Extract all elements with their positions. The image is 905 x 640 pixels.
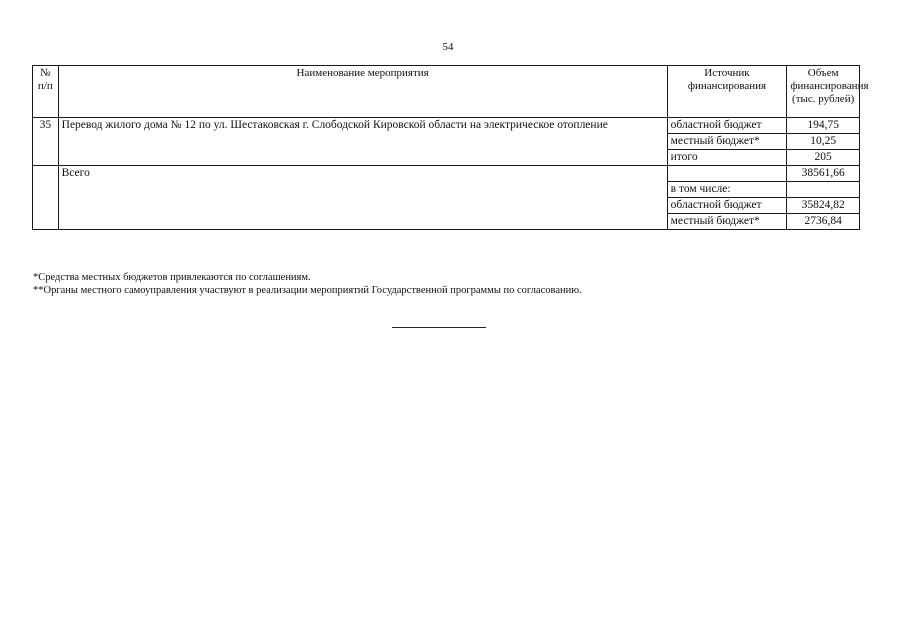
page-number: 54 — [442, 41, 454, 53]
header-name-label: Наименование мероприятия — [296, 67, 429, 79]
header-source — [667, 66, 787, 118]
header-amount — [787, 66, 869, 118]
funding-source: местный бюджет* — [667, 134, 787, 150]
funding-source — [667, 166, 787, 182]
header-number — [33, 66, 59, 118]
funding-source: местный бюджет* — [667, 214, 787, 230]
closing-rule — [392, 327, 486, 328]
total-number-cell — [33, 166, 59, 230]
row-number: 35 — [33, 118, 59, 166]
funding-amount — [787, 182, 860, 198]
funding-amount: 10,25 — [787, 134, 860, 150]
funding-amount: 194,75 — [787, 118, 860, 134]
funding-source: областной бюджет — [667, 198, 787, 214]
funding-amount: 2736,84 — [787, 214, 860, 230]
header-source-label: Источник финансирования — [687, 67, 767, 92]
table-header-row — [33, 66, 860, 118]
header-name — [58, 66, 667, 118]
funding-source: областной бюджет — [667, 118, 787, 134]
footnote-local-government: **Органы местного самоуправления участвуют в реализации мероприятий Государственной программы по согласованию. — [33, 284, 582, 296]
funding-source: в том числе: — [667, 182, 787, 198]
funding-source: итого — [667, 150, 787, 166]
funding-amount: 205 — [787, 150, 860, 166]
header-amount-label: Объем финансирования (тыс. рублей) — [790, 67, 869, 105]
total-row — [33, 166, 860, 182]
total-amount: 38561,66 — [787, 166, 860, 182]
footnotes — [33, 272, 582, 297]
table-row — [33, 118, 860, 134]
header-number-label: № п/п — [37, 67, 53, 92]
activity-name: Перевод жилого дома № 12 по ул. Шестаковская г. Слободской Кировской области на электрическое отопление — [58, 118, 667, 166]
funding-amount: 35824,82 — [787, 198, 860, 214]
footnote-local-budgets: *Средства местных бюджетов привлекаются по соглашениям. — [33, 272, 311, 283]
budget-table — [32, 65, 869, 230]
total-label: Всего — [58, 166, 667, 230]
